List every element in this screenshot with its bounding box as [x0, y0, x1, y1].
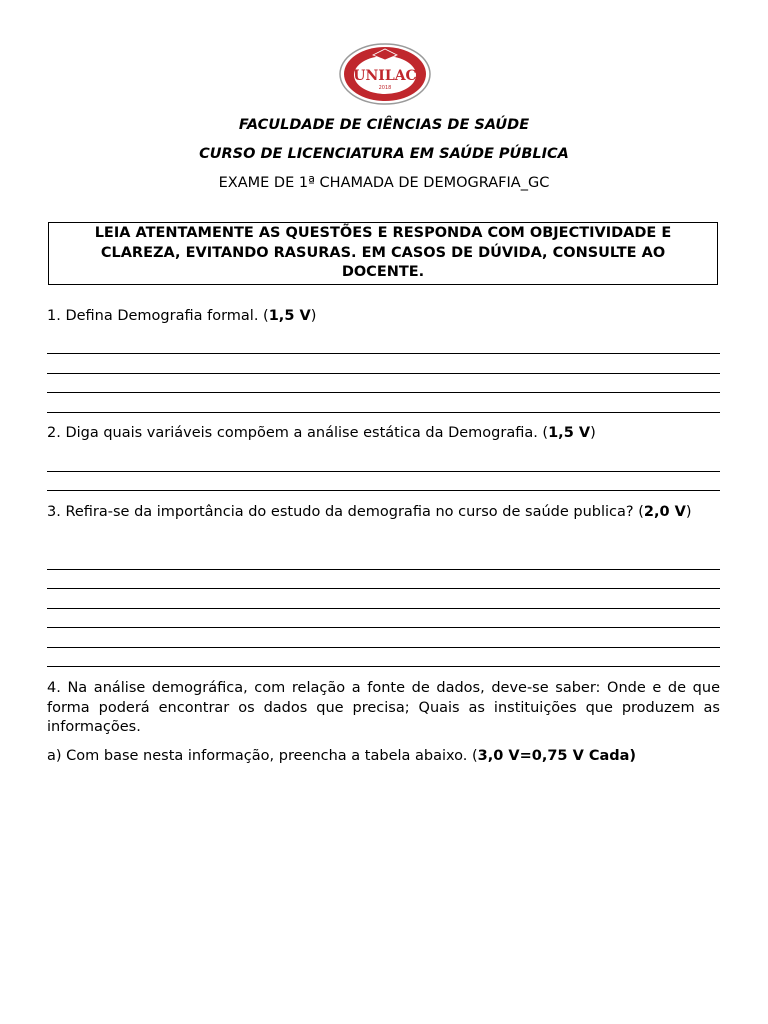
course-title: CURSO DE LICENCIATURA EM SAÚDE PÚBLICA [199, 146, 569, 162]
answer-line[interactable] [47, 412, 720, 413]
question-1-text: 1. Defina Demografia formal. ( [47, 308, 269, 324]
question-4a [47, 747, 720, 767]
exam-title: EXAME DE 1ª CHAMADA DE DEMOGRAFIA_GC [218, 175, 550, 191]
question-3 [47, 503, 720, 523]
answer-line[interactable] [47, 392, 720, 393]
faculty-title: FACULDADE DE CIÊNCIAS DE SAÚDE [238, 117, 530, 133]
question-2-text: 2. Diga quais variáveis compõem a análise estática da Demografia. ( [47, 425, 549, 441]
answer-line[interactable] [47, 471, 720, 472]
answer-line[interactable] [47, 353, 720, 354]
question-3-score: 2,0 V [643, 504, 686, 520]
logo-year: 2018 [378, 85, 392, 91]
question-1-close: ) [310, 308, 317, 324]
answer-line[interactable] [47, 588, 720, 589]
question-2 [47, 424, 720, 444]
answer-line[interactable] [47, 608, 720, 609]
question-3-close: ) [685, 504, 692, 520]
question-1-score: 1,5 V [268, 308, 311, 324]
answer-line[interactable] [47, 666, 720, 667]
logo-text: UNILAC [353, 68, 417, 84]
answer-line[interactable] [47, 569, 720, 570]
answer-line[interactable] [47, 627, 720, 628]
question-4a-score: 3,0 V=0,75 V Cada) [477, 748, 637, 764]
answer-line[interactable] [47, 647, 720, 648]
instructions-box [48, 222, 718, 285]
question-3-text: 3. Refira-se da importância do estudo da demografia no curso de saúde publica? ( [47, 504, 644, 520]
answer-line[interactable] [47, 490, 720, 491]
question-1 [47, 307, 720, 327]
question-2-close: ) [590, 425, 596, 441]
question-4: 4. Na análise demográfica, com relação a fonte de dados, deve-se saber: Onde e de que forma poderá encontrar os dados que precisa; Quais as instituições que produzem as informações. [47, 680, 720, 735]
instructions-text: LEIA ATENTAMENTE AS QUESTÕES E RESPONDA COM OBJECTIVIDADE E CLAREZA, EVITANDO RASURAS. EM CASOS DE DÚVIDA, CONSULTE AO DOCENTE. [94, 225, 672, 281]
answer-line[interactable] [47, 373, 720, 374]
unilac-logo [338, 42, 432, 106]
question-4a-text: a) Com base nesta informação, preencha a tabela abaixo. ( [47, 748, 478, 764]
question-2-score: 1,5 V [548, 425, 591, 441]
